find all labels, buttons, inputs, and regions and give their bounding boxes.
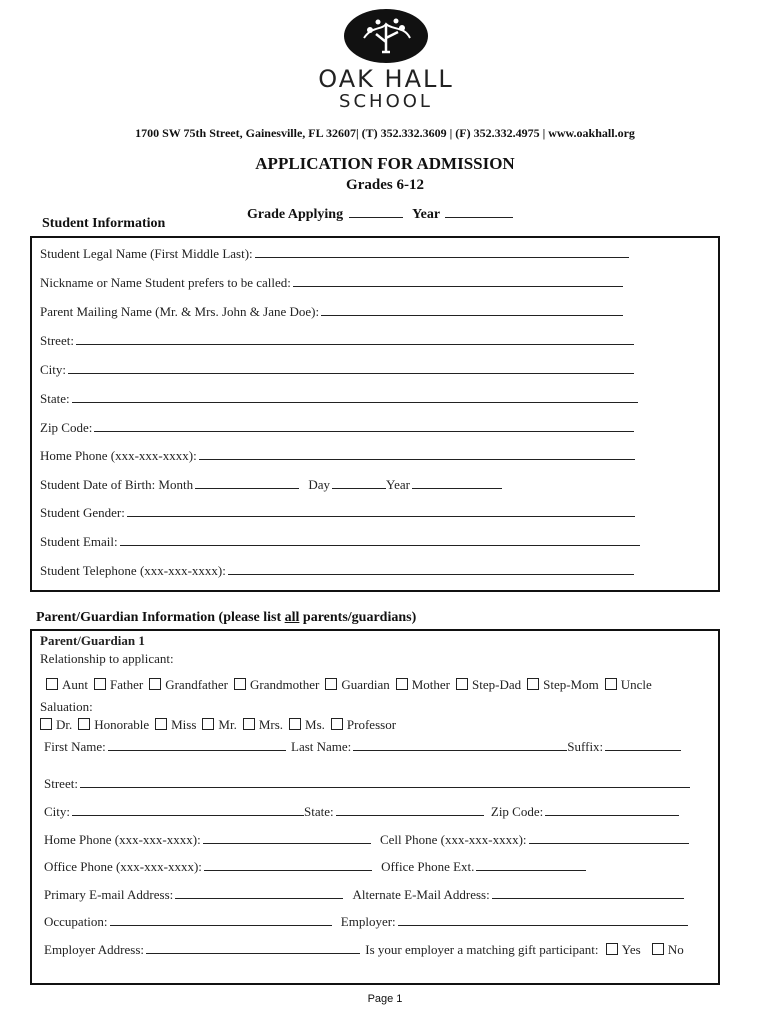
student-email-field[interactable] bbox=[120, 534, 640, 546]
occupation-label: Occupation: bbox=[44, 914, 108, 929]
office-phone-field[interactable] bbox=[204, 859, 372, 871]
zip-label: Zip Code: bbox=[40, 420, 93, 435]
salutation-option[interactable] bbox=[202, 717, 236, 732]
relationship-checkbox[interactable] bbox=[94, 678, 106, 690]
salutation-option[interactable] bbox=[243, 717, 283, 732]
relationship-option-label: Uncle bbox=[620, 677, 652, 692]
first-name-label: First Name: bbox=[44, 739, 106, 754]
parent-city-field[interactable] bbox=[72, 804, 304, 816]
parent-home-phone-field[interactable] bbox=[203, 832, 371, 844]
home-phone-field[interactable] bbox=[199, 448, 635, 460]
matching-gift-no-checkbox[interactable] bbox=[652, 943, 664, 955]
matching-gift-no-label: No bbox=[667, 942, 684, 957]
relationship-checkbox[interactable] bbox=[149, 678, 161, 690]
page-title: APPLICATION FOR ADMISSION bbox=[255, 154, 515, 173]
office-row bbox=[44, 859, 586, 875]
office-phone-label: Office Phone (xxx-xxx-xxxx): bbox=[44, 859, 202, 874]
dob-day-field[interactable] bbox=[332, 477, 386, 489]
parent-city-label: City: bbox=[44, 804, 71, 819]
relationship-option-label: Step-Mom bbox=[543, 677, 599, 692]
salutation-option-label: Ms. bbox=[305, 717, 325, 732]
first-name-field[interactable] bbox=[108, 739, 286, 751]
relationship-option-label: Step-Dad bbox=[472, 677, 522, 692]
relationship-option[interactable] bbox=[325, 677, 389, 692]
relationship-option-label: Aunt bbox=[62, 677, 88, 692]
employer-label: Employer: bbox=[340, 914, 396, 929]
occupation-field[interactable] bbox=[110, 914, 332, 926]
salutation-option-label: Mr. bbox=[218, 717, 237, 732]
parent-heading: Parent/Guardian 1 bbox=[40, 633, 145, 648]
relationship-option[interactable] bbox=[234, 677, 319, 692]
parent-street-row bbox=[44, 776, 690, 792]
suffix-field[interactable] bbox=[605, 739, 681, 751]
employer-address-label: Employer Address: bbox=[44, 942, 145, 957]
student-section-label: Student Information bbox=[42, 216, 166, 231]
salutation-option-label: Dr. bbox=[56, 717, 73, 732]
primary-email-field[interactable] bbox=[175, 887, 343, 899]
parent-city-row bbox=[44, 804, 679, 820]
zip-row bbox=[40, 420, 634, 436]
salutation-checkbox[interactable] bbox=[331, 718, 343, 730]
home-phone-row bbox=[40, 448, 635, 464]
grade-applying-field[interactable] bbox=[349, 206, 403, 218]
email-address-row bbox=[44, 887, 684, 903]
parent-section-label-pre: Parent/Guardian Information (please list bbox=[36, 610, 285, 625]
student-telephone-field[interactable] bbox=[228, 563, 634, 575]
page-number: Page 1 bbox=[367, 993, 403, 1005]
relationship-option[interactable] bbox=[605, 677, 652, 692]
salutation-checkbox[interactable] bbox=[243, 718, 255, 730]
legal-name-row bbox=[40, 246, 629, 262]
city-field[interactable] bbox=[68, 362, 634, 374]
relationship-option[interactable] bbox=[456, 677, 521, 692]
last-name-label: Last Name: bbox=[291, 739, 352, 754]
parent-street-field[interactable] bbox=[80, 776, 690, 788]
parent-zip-field[interactable] bbox=[545, 804, 679, 816]
parent-mailing-row bbox=[40, 304, 623, 320]
student-email-label: Student Email: bbox=[40, 534, 118, 549]
state-label: State: bbox=[40, 391, 70, 406]
office-ext-field[interactable] bbox=[476, 859, 586, 871]
city-label: City: bbox=[40, 362, 67, 377]
oak-tree-icon bbox=[342, 8, 430, 64]
dob-year-field[interactable] bbox=[412, 477, 502, 489]
parent-section-label-post: parents/guardians) bbox=[299, 610, 417, 625]
matching-gift-yes-checkbox[interactable] bbox=[606, 943, 618, 955]
salutation-option-label: Honorable bbox=[94, 717, 150, 732]
employer-field[interactable] bbox=[398, 914, 688, 926]
relationship-option-label: Guardian bbox=[341, 677, 390, 692]
nickname-field[interactable] bbox=[293, 275, 623, 287]
legal-name-label: Student Legal Name (First Middle Last): bbox=[40, 246, 253, 261]
relationship-options bbox=[46, 677, 658, 693]
email-row bbox=[40, 534, 640, 550]
student-telephone-label: Student Telephone (xxx-xxx-xxxx): bbox=[40, 563, 226, 578]
relationship-option[interactable] bbox=[46, 677, 88, 692]
relationship-option[interactable] bbox=[149, 677, 228, 692]
gender-label: Student Gender: bbox=[40, 505, 125, 520]
last-name-field[interactable] bbox=[353, 739, 567, 751]
school-logo bbox=[286, 8, 486, 112]
year-label: Year bbox=[412, 207, 440, 222]
phone-row bbox=[44, 832, 689, 848]
dob-day-label: Day bbox=[308, 477, 331, 492]
parent-mailing-field[interactable] bbox=[321, 304, 623, 316]
nickname-label: Nickname or Name Student prefers to be called: bbox=[40, 275, 291, 290]
parent-section-label bbox=[36, 610, 416, 626]
street-label: Street: bbox=[40, 333, 74, 348]
zip-field[interactable] bbox=[94, 420, 634, 432]
relationship-label: Relationship to applicant: bbox=[40, 651, 174, 666]
salutation-option-label: Professor bbox=[346, 717, 397, 732]
salutation-option[interactable] bbox=[40, 717, 72, 732]
salutation-option[interactable] bbox=[155, 717, 196, 732]
dob-row bbox=[40, 477, 502, 493]
employer-address-field[interactable] bbox=[146, 942, 360, 954]
grade-applying-label: Grade Applying bbox=[247, 207, 344, 222]
relationship-option[interactable] bbox=[396, 677, 450, 692]
primary-email-label: Primary E-mail Address: bbox=[44, 887, 174, 902]
relationship-option-label: Mother bbox=[411, 677, 450, 692]
salutation-options bbox=[40, 717, 402, 733]
alternate-email-field[interactable] bbox=[492, 887, 684, 899]
name-row bbox=[44, 739, 681, 755]
gender-row bbox=[40, 505, 635, 521]
relationship-option[interactable] bbox=[94, 677, 143, 692]
street-field[interactable] bbox=[76, 333, 634, 345]
parent-mailing-label: Parent Mailing Name (Mr. & Mrs. John & Jane Doe): bbox=[40, 304, 320, 319]
gender-field[interactable] bbox=[127, 505, 635, 517]
relationship-checkbox[interactable] bbox=[234, 678, 246, 690]
telephone-row bbox=[40, 563, 634, 579]
state-row bbox=[40, 391, 638, 407]
school-address: 1700 SW 75th Street, Gainesville, FL 32607| (T) 352.332.3609 | (F) 352.332.4975 | www.oakhall.org bbox=[135, 126, 635, 140]
school-name-sub: SCHOOL bbox=[339, 91, 433, 112]
parent-state-field[interactable] bbox=[336, 804, 484, 816]
home-phone-label: Home Phone (xxx-xxx-xxxx): bbox=[40, 448, 197, 463]
office-ext-label: Office Phone Ext. bbox=[381, 859, 475, 874]
salutation-label: Saluation: bbox=[40, 699, 93, 714]
dob-year-label: Year bbox=[386, 477, 410, 492]
legal-name-field[interactable] bbox=[255, 246, 629, 258]
salutation-checkbox[interactable] bbox=[155, 718, 167, 730]
parent-state-label: State: bbox=[304, 804, 334, 819]
dob-month-label: Student Date of Birth: Month bbox=[40, 477, 194, 492]
employer-address-row bbox=[44, 942, 684, 958]
relationship-option[interactable] bbox=[527, 677, 599, 692]
parent-street-label: Street: bbox=[44, 776, 78, 791]
matching-gift-label: Is your employer a matching gift participant: bbox=[365, 942, 599, 957]
parent-home-phone-label: Home Phone (xxx-xxx-xxxx): bbox=[44, 832, 201, 847]
relationship-option-label: Grandfather bbox=[165, 677, 229, 692]
salutation-checkbox[interactable] bbox=[78, 718, 90, 730]
relationship-checkbox[interactable] bbox=[325, 678, 337, 690]
street-row bbox=[40, 333, 634, 349]
relationship-checkbox[interactable] bbox=[456, 678, 468, 690]
suffix-label: Suffix: bbox=[567, 739, 604, 754]
parent-guardian-box bbox=[30, 629, 720, 985]
salutation-checkbox[interactable] bbox=[289, 718, 301, 730]
salutation-option[interactable] bbox=[331, 717, 396, 732]
salutation-option[interactable] bbox=[78, 717, 149, 732]
relationship-option-label: Grandmother bbox=[250, 677, 320, 692]
student-information-box bbox=[30, 236, 720, 592]
parent-section-label-emphasis: all bbox=[284, 610, 300, 625]
city-row bbox=[40, 362, 634, 378]
page-subtitle: Grades 6-12 bbox=[346, 177, 424, 193]
salutation-checkbox[interactable] bbox=[40, 718, 52, 730]
matching-gift-yes-label: Yes bbox=[621, 942, 641, 957]
cell-phone-field[interactable] bbox=[529, 832, 689, 844]
salutation-option-label: Mrs. bbox=[258, 717, 284, 732]
parent-zip-label: Zip Code: bbox=[490, 804, 544, 819]
relationship-option-label: Father bbox=[110, 677, 144, 692]
alternate-email-label: Alternate E-Mail Address: bbox=[352, 887, 490, 902]
relationship-checkbox[interactable] bbox=[605, 678, 617, 690]
cell-phone-label: Cell Phone (xxx-xxx-xxxx): bbox=[379, 832, 527, 847]
grade-year-line bbox=[247, 206, 513, 223]
state-field[interactable] bbox=[72, 391, 638, 403]
salutation-option-label: Miss bbox=[171, 717, 197, 732]
relationship-checkbox[interactable] bbox=[396, 678, 408, 690]
nickname-row bbox=[40, 275, 623, 291]
school-name: OAK HALL bbox=[318, 65, 454, 93]
year-field[interactable] bbox=[445, 206, 513, 218]
salutation-checkbox[interactable] bbox=[202, 718, 214, 730]
relationship-checkbox[interactable] bbox=[46, 678, 58, 690]
salutation-option[interactable] bbox=[289, 717, 325, 732]
relationship-checkbox[interactable] bbox=[527, 678, 539, 690]
occupation-row bbox=[44, 914, 688, 930]
dob-month-field[interactable] bbox=[195, 477, 299, 489]
